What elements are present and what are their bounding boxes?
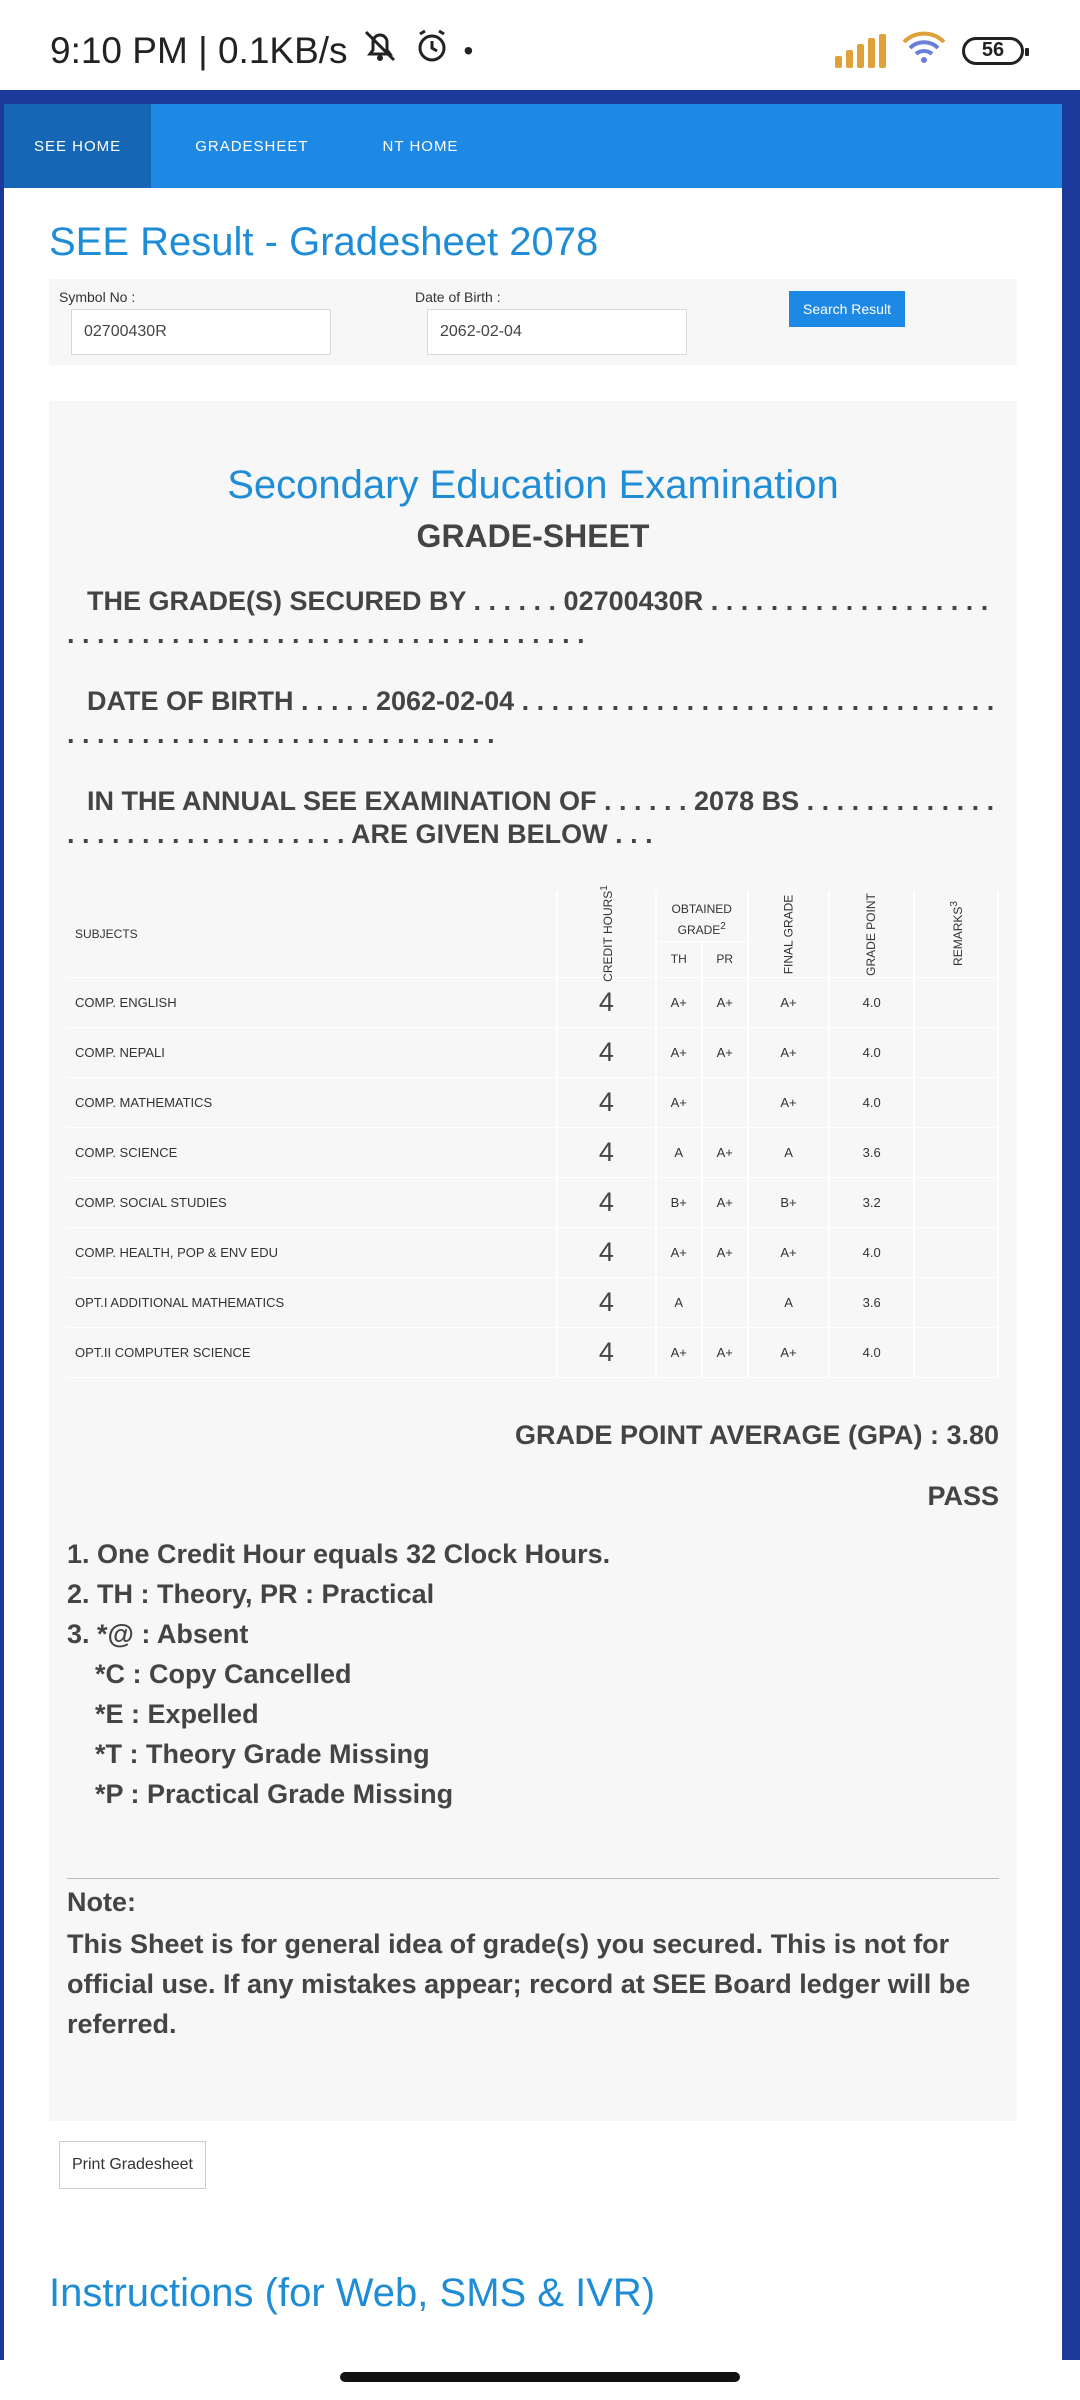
footnote-practical-missing: *P : Practical Grade Missing	[95, 1778, 454, 1809]
footnotes	[67, 1534, 999, 1814]
dob-label: Date of Birth :	[415, 289, 501, 305]
dot-icon: •	[463, 34, 474, 66]
table-row: OPT.I ADDITIONAL MATHEMATICS 4 A A 3.6	[67, 1277, 998, 1327]
symbol-label: Symbol No :	[59, 289, 136, 305]
note-heading: Note:	[67, 1886, 136, 1917]
divider	[67, 1878, 999, 1879]
sheet-title: Secondary Education Examination	[227, 463, 839, 507]
sheet-subtitle: GRADE-SHEET	[416, 518, 650, 554]
symbol-input[interactable]	[71, 309, 331, 355]
battery-icon: 56	[962, 37, 1024, 65]
search-panel	[49, 279, 1017, 365]
page-title: SEE Result - Gradesheet 2078	[49, 220, 599, 264]
header-remarks: REMARKS$^3$	[914, 891, 998, 977]
footnote-copy-cancelled: *C : Copy Cancelled	[95, 1658, 352, 1689]
dob-field	[415, 289, 687, 355]
dob-input[interactable]	[427, 309, 687, 355]
top-nav	[4, 104, 1062, 188]
note-body: This Sheet is for general idea of grade(s) you secured. This is not for official use. If any mistakes appear; record at SEE Board ledger will be referred.	[67, 1928, 971, 2039]
footnote-expelled: *E : Expelled	[95, 1698, 259, 1729]
table-row: COMP. ENGLISH 4 A+ A+ A+ 4.0	[67, 977, 998, 1027]
header-th: TH	[656, 941, 702, 977]
header-obtained-grade: OBTAINED GRADE$^2$	[656, 891, 748, 941]
footnote-1: 1. One Credit Hour equals 32 Clock Hours.	[67, 1538, 611, 1569]
header-final-grade: FINAL GRADE	[748, 891, 830, 977]
secured-by-line: THE GRADE(S) SECURED BY . . . . . . 02700430R . . . . . . . . . . . . . . . . . . . . . . . . . . . . . . . . . . . . . . . . . . . . . . . . . . . . . .	[67, 586, 989, 649]
main-content	[49, 188, 1017, 2316]
grade-sheet	[49, 401, 1017, 2121]
search-result-button[interactable]: Search Result	[789, 291, 905, 327]
browser-frame	[0, 90, 1080, 2360]
wifi-icon	[902, 30, 946, 71]
instructions-heading: Instructions (for Web, SMS & IVR)	[49, 2271, 656, 2315]
grades-body	[67, 977, 998, 1377]
table-row: COMP. MATHEMATICS 4 A+ A+ 4.0	[67, 1077, 998, 1127]
nav-gradesheet[interactable]: GRADESHEET	[195, 137, 309, 155]
footnote-3: 3. *@ : Absent	[67, 1618, 249, 1649]
table-row: COMP. SOCIAL STUDIES 4 B+ A+ B+ 3.2	[67, 1177, 998, 1227]
table-row: OPT.II COMPUTER SCIENCE 4 A+ A+ A+ 4.0	[67, 1327, 998, 1377]
nav-nt-home[interactable]: NT HOME	[382, 137, 459, 155]
status-time-speed: 9:10 PM | 0.1KB/s	[50, 29, 348, 71]
nav-see-home[interactable]: SEE HOME	[4, 104, 151, 188]
page-viewport	[4, 104, 1062, 2360]
footnote-2: 2. TH : Theory, PR : Practical	[67, 1578, 435, 1609]
table-row: COMP. SCIENCE 4 A A+ A 3.6	[67, 1127, 998, 1177]
table-row: COMP. NEPALI 4 A+ A+ A+ 4.0	[67, 1027, 998, 1077]
signal-icon	[835, 34, 886, 68]
print-gradesheet-button[interactable]: Print Gradesheet	[59, 2141, 206, 2189]
home-indicator[interactable]	[340, 2372, 740, 2382]
table-row: COMP. HEALTH, POP & ENV EDU 4 A+ A+ A+ 4.0	[67, 1227, 998, 1277]
grades-table	[67, 885, 999, 1378]
bell-muted-icon	[360, 26, 400, 75]
dob-line: DATE OF BIRTH . . . . . 2062-02-04 . . . . . . . . . . . . . . . . . . . . . . . . . . . . . . . . . . . . . . . . . . . . . . . . . . . . . . . . . . . . .	[67, 686, 995, 749]
footnote-theory-missing: *T : Theory Grade Missing	[95, 1738, 430, 1769]
result-text: PASS	[927, 1480, 999, 1511]
exam-line: IN THE ANNUAL SEE EXAMINATION OF . . . . . . 2078 BS . . . . . . . . . . . . . . . . . . . . . . . . . . . . . . . . ARE GIVEN BELOW . . .	[67, 786, 995, 849]
alarm-icon	[412, 26, 452, 75]
header-grade-point: GRADE POINT	[829, 891, 914, 977]
status-bar	[0, 0, 1080, 90]
header-credit-hours: CREDIT HOURS$^1$	[557, 891, 656, 977]
header-pr: PR	[702, 941, 748, 977]
gpa-text: GRADE POINT AVERAGE (GPA) : 3.80	[514, 1419, 999, 1450]
symbol-field	[59, 289, 331, 355]
header-subjects: SUBJECTS	[67, 891, 557, 977]
